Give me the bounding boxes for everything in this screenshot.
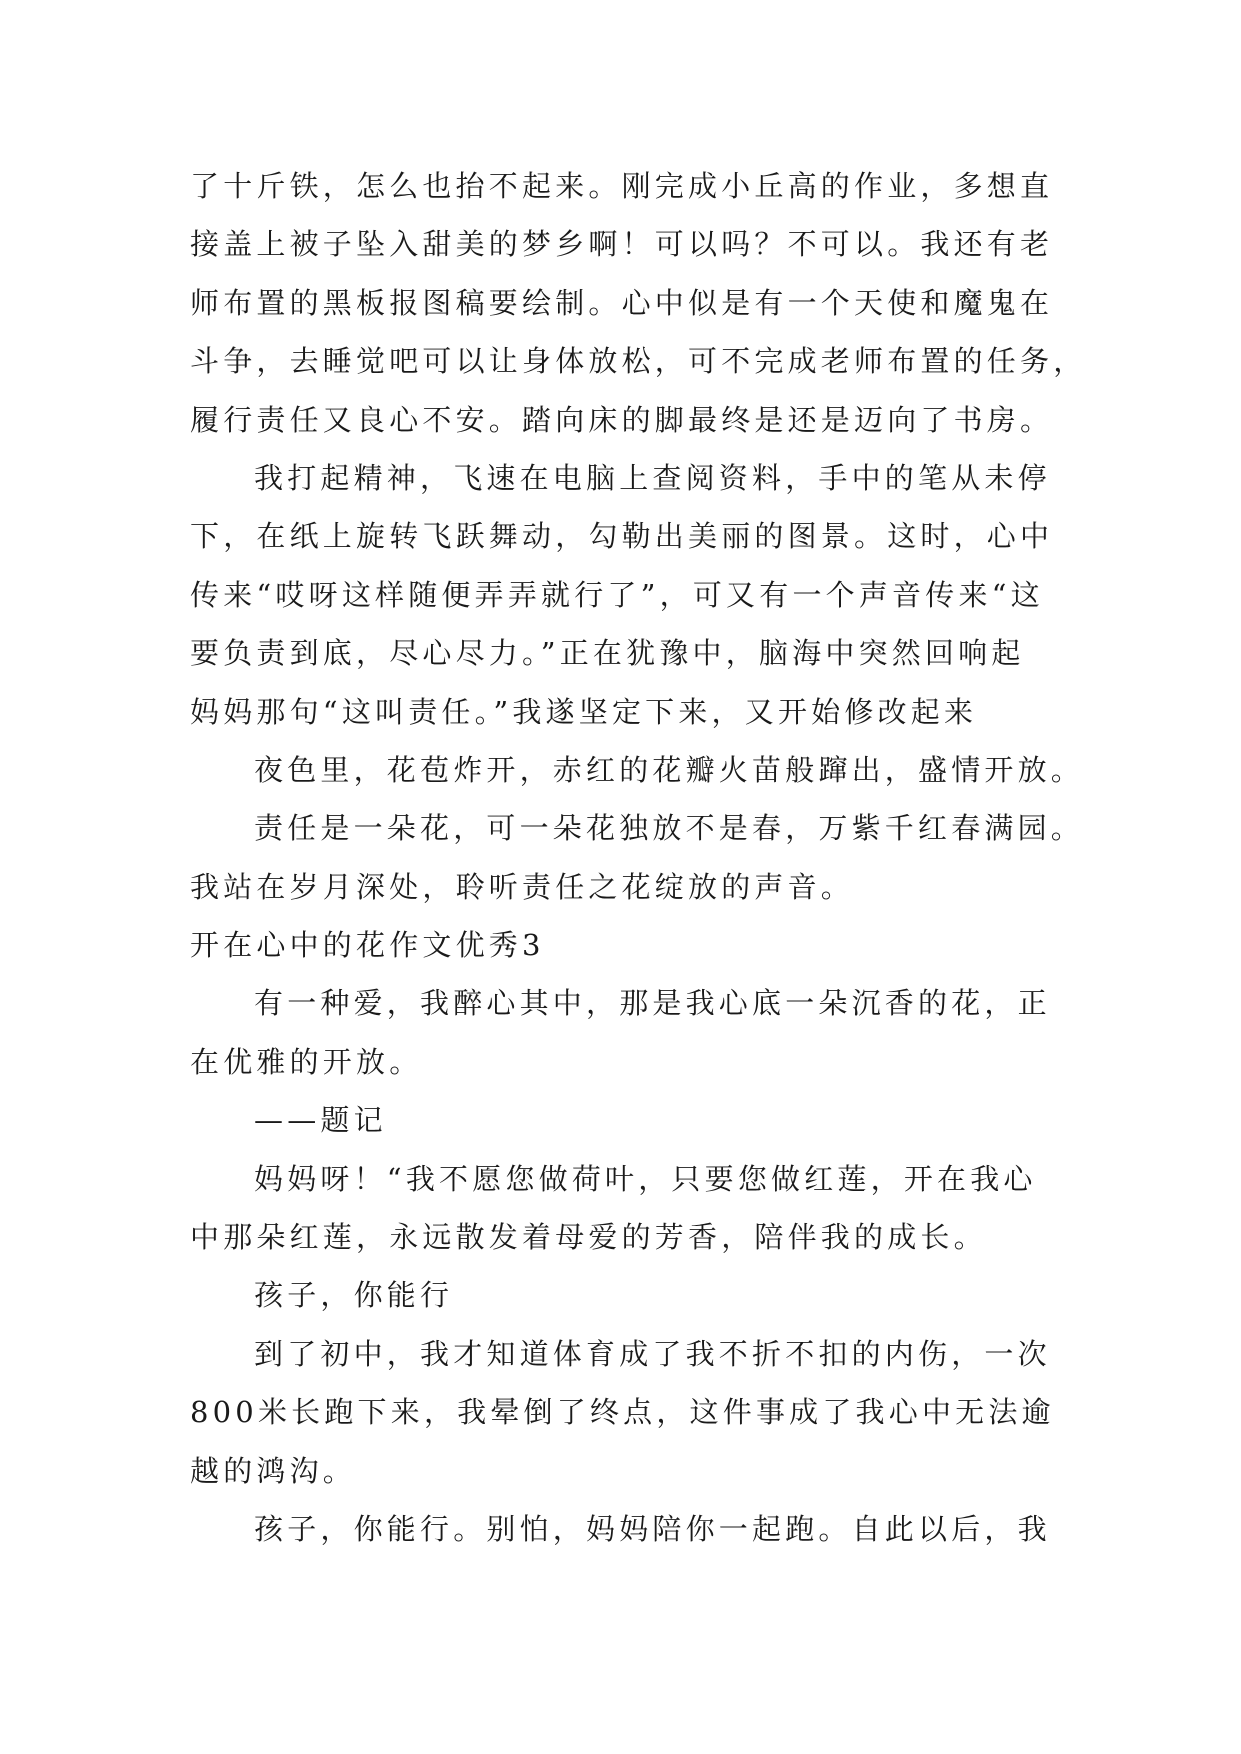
subheading: 孩子，你能行	[254, 1278, 454, 1313]
text-line: 责任是一朵花，可一朵花独放不是春，万紫千红春满园。	[254, 811, 1085, 846]
text-line: 夜色里，花苞炸开，赤红的花瓣火苗般蹿出，盛情开放。	[254, 752, 1085, 787]
text-line: 到了初中，我才知道体育成了我不折不扣的内伤，一次	[254, 1336, 1051, 1371]
text-line: 越的鸿沟。	[190, 1453, 357, 1488]
section-title: 开在心中的花作文优秀3	[190, 928, 545, 963]
text-line: 800米长跑下来，我晕倒了终点，这件事成了我心中无法逾	[190, 1395, 1055, 1430]
text-line: 斗争，去睡觉吧可以让身体放松，可不完成老师布置的任务，	[190, 344, 1087, 379]
epigraph-note: ——题记	[254, 1103, 387, 1138]
text-line: 中那朵红莲，永远散发着母爱的芳香，陪伴我的成长。	[190, 1220, 987, 1255]
text-line: 要负责到底，尽心尽力。”正在犹豫中，脑海中突然回响起	[190, 636, 1025, 671]
text-line: 我打起精神，飞速在电脑上查阅资料，手中的笔从未停	[254, 460, 1051, 495]
text-line: 孩子，你能行。别怕，妈妈陪你一起跑。自此以后，我	[254, 1511, 1051, 1546]
text-line: 有一种爱，我醉心其中，那是我心底一朵沉香的花，正	[254, 986, 1051, 1021]
text-line: 传来“哎呀这样随便弄弄就行了”，可又有一个声音传来“这	[190, 577, 1044, 612]
text-line: 妈妈呀！“我不愿您做荷叶，只要您做红莲，开在我心	[254, 1161, 1037, 1196]
text-line: 下，在纸上旋转飞跃舞动，勾勒出美丽的图景。这时，心中	[190, 519, 1054, 554]
text-line: 师布置的黑板报图稿要绘制。心中似是有一个天使和魔鬼在	[190, 285, 1054, 320]
text-line: 妈妈那句“这叫责任。”我遂坚定下来，又开始修改起来	[190, 694, 978, 729]
text-line: 我站在岁月深处，聆听责任之花绽放的声音。	[190, 869, 855, 904]
document-body	[190, 157, 1087, 1558]
text-line: 履行责任又良心不安。踏向床的脚最终是还是迈向了书房。	[190, 402, 1054, 437]
text-line: 在优雅的开放。	[190, 1044, 423, 1079]
text-line: 了十斤铁，怎么也抬不起来。刚完成小丘高的作业，多想直	[190, 169, 1054, 203]
text-line: 接盖上被子坠入甜美的梦乡啊！可以吗？不可以。我还有老	[190, 227, 1054, 262]
